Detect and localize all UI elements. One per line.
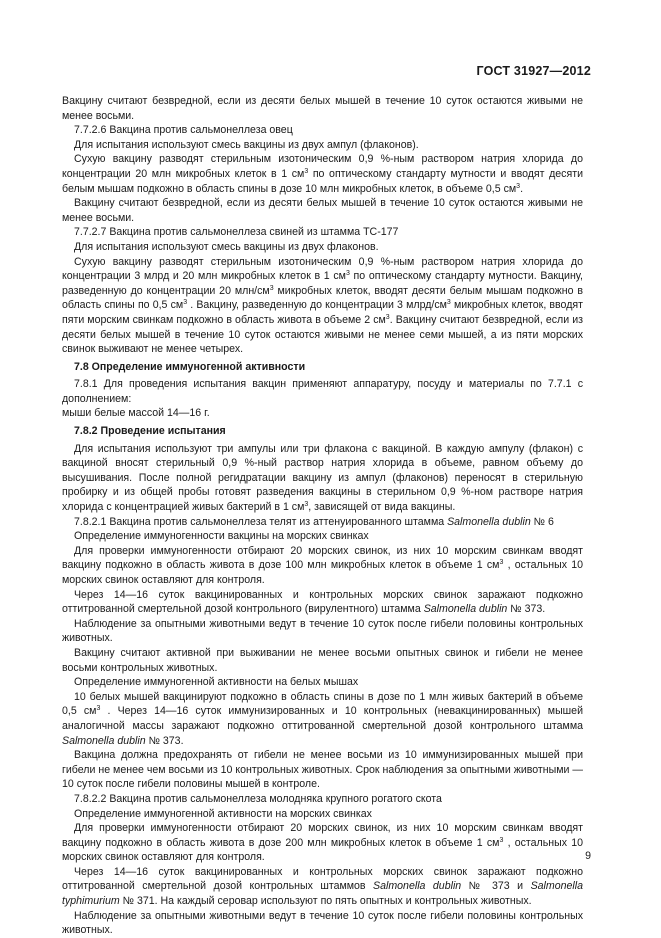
- paragraph: Для проверки иммуногенности отбирают 20 морских свинок, из них 10 морским свинкам вводят вакцину подкожно в область живота в дозе 200 млн микробных клеток в объеме 1 $см^3$ , остальных 10 морских свинок оставляют для контроля.: [62, 822, 583, 864]
- section-heading: 7.8.2 Проведение испытания: [74, 425, 226, 438]
- subheading: Определение иммуногенной активности на морских свинках: [74, 807, 372, 820]
- paragraph: Для проверки иммуногенности отбирают 20 морских свинок, из них 10 морским свинкам вводят вакцину подкожно в область живота в дозе 100 млн микробных клеток в объеме 1 $см^3$ , остальных 10 морских свинок оставляют для контроля.: [62, 544, 583, 586]
- paragraph: 10 белых мышей вакцинируют подкожно в область спины в дозе по 1 млн живых бактерий в объеме 0,5 $см^3$ . Через 14—16 суток иммунизированных и 10 контрольных (невакцинированных) мышей аналогичной массы заражают подкожно оттитрованной смертельной дозой контрольного штамма Salmonella dublin № 373.: [62, 690, 583, 747]
- document-code-header: ГОСТ 31927—2012: [476, 64, 591, 78]
- paragraph: Наблюдение за опытными животными ведут в течение 10 суток после гибели половины контрольных животных.: [62, 909, 583, 937]
- paragraph: Для испытания используют три ампулы или три флакона с вакциной. В каждую ампулу (флакон) с вакциной вносят стерильный 0,9 %-ный раствор натрия хлорида в объеме, равном объему до высушивания. После полной регидратации вакцину из ампул (флаконов) переносят в стерильную пробирку и из общей пробы готовят разведения вакцины в стерильном 0,9 %-ном растворе натрия хлорида с концентрацией живых бактерий в 1 $см^3$, зависящей от вида вакцины.: [62, 442, 583, 514]
- paragraph: Для испытания используют смесь вакцины из двух флаконов.: [74, 240, 379, 253]
- paragraph: Вакцина должна предохранять от гибели не менее восьми из 10 иммунизированных мышей при гибели не менее чем восьми из 10 контрольных животных. Срок наблюдения за опытными животными — 10 суток после гибели половины мышей в контроле.: [62, 749, 583, 791]
- paragraph: Вакцину считают активной при выживании не менее восьми опытных свинок и гибели не менее восьми контрольных животных.: [62, 646, 583, 674]
- paragraph: Через 14—16 суток вакцинированных и контрольных морских свинок заражают подкожно оттитрованной смертельной дозой контрольного (вирулентного) штамма Salmonella dublin № 373.: [62, 588, 583, 616]
- paragraph: Наблюдение за опытными животными ведут в течение 10 суток после гибели половины контрольных животных.: [62, 617, 583, 645]
- paragraph: Через 14—16 суток вакцинированных и контрольных морских свинок заражают подкожно оттитрованной смертельной дозой контрольных штаммов Salmonella dublin № 373 и Salmonella typhimurium № 371. На каждый серовар используют по пять опытных и контрольных животных.: [62, 865, 583, 908]
- paragraph: Вакцину считают безвредной, если из десяти белых мышей в течение 10 суток остаются живыми не менее восьми.: [62, 197, 583, 224]
- clause-heading: 7.7.2.6 Вакцина против сальмонеллеза овец: [74, 124, 293, 137]
- paragraph: Вакцину считают безвредной, если из десяти белых мышей в течение 10 суток остаются живыми не менее восьми.: [62, 95, 583, 122]
- subheading: Определение иммуногенности вакцины на морских свинках: [74, 530, 369, 543]
- paragraph: Сухую вакцину разводят стерильным изотоническим 0,9 %-ным раствором натрия хлорида до концентрации 3 млрд и 20 млн микробных клеток в 1 $см^3$ по оптическому стандарту мутности. Вакцину, разведенную до концентрации 20 млн/$см^3$ микробных клеток, вводят десяти белым мышам подкожно в область спины по 0,5 $см^3$ . Вакцину, разведенную до концентрации 3 млрд/$см^3$ микробных клеток, вводят пяти морским свинкам подкожно в область живота в объеме 2 $см^3$. Вакцину считают безвредной, если из десяти белых мышей в течение 10 суток остаются живыми не менее семи мышей, а из пяти морских свинок выживают не менее четырех.: [62, 255, 584, 356]
- clause-heading: 7.8.2.2 Вакцина против сальмонеллеза молодняка крупного рогатого скота: [74, 792, 442, 805]
- section-heading: 7.8 Определение иммуногенной активности: [74, 360, 306, 373]
- paragraph: Сухую вакцину разводят стерильным изотоническим 0,9 %-ным раствором натрия хлорида до концентрации 20 млн микробных клеток в 1 $см^3$ по оптическому стандарту мутности и вводят десяти белым мышам подкожно в область спины в дозе 10 млн микробных клеток, в объеме 0,5 $см^3$.: [62, 153, 583, 195]
- paragraph: 7.8.1 Для проведения испытания вакцин применяют аппаратуру, посуду и материалы по 7.7.1 с дополнением:: [62, 378, 583, 405]
- clause-heading: 7.8.2.1 Вакцина против сальмонеллеза телят из аттенуированного штамма Salmonella dublin № 6: [74, 515, 554, 528]
- document-body: [62, 94, 583, 938]
- paragraph: мыши белые массой 14—16 г.: [62, 407, 210, 420]
- paragraph: Для испытания используют смесь вакцины из двух ампул (флаконов).: [74, 138, 419, 151]
- page-number: 9: [585, 850, 591, 862]
- subheading: Определение иммуногенной активности на белых мышах: [74, 676, 359, 689]
- clause-heading: 7.7.2.7 Вакцина против сальмонеллеза свиней из штамма ТС-177: [74, 226, 399, 239]
